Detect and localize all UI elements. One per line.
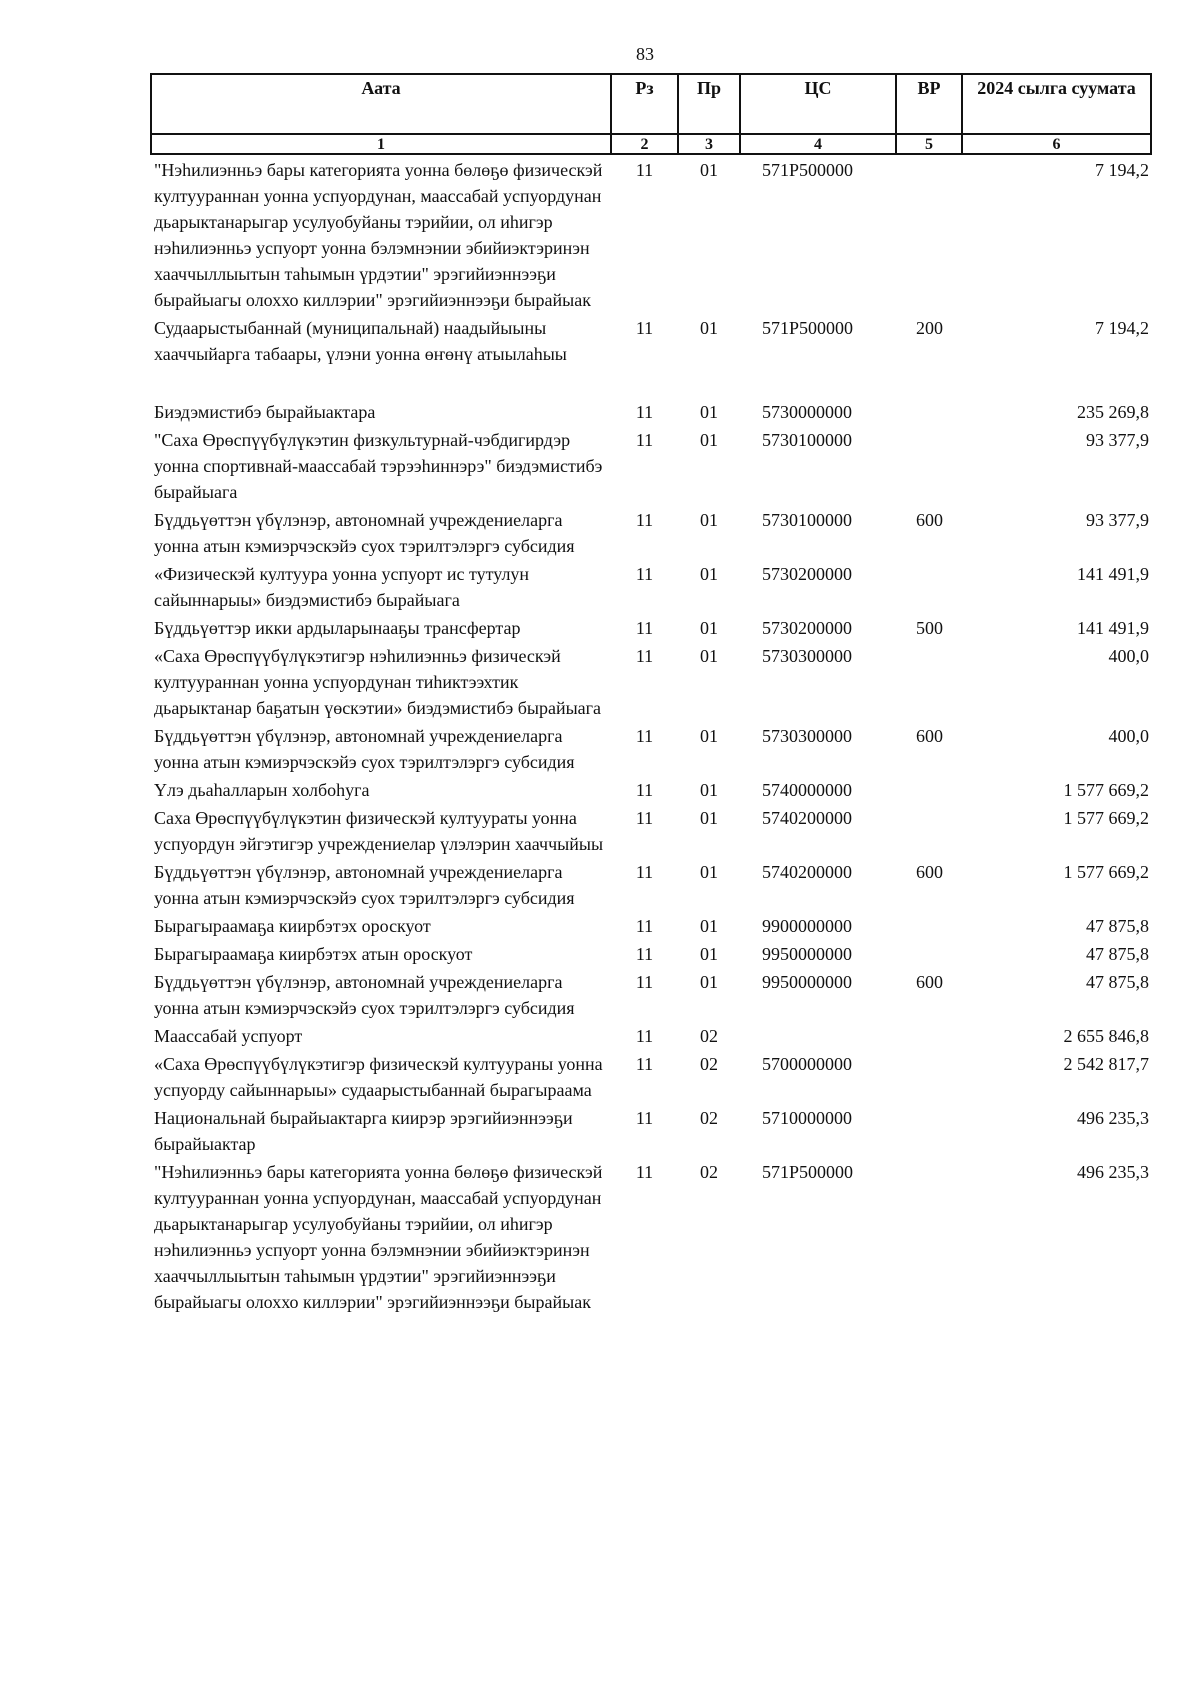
cell-pr: 01 (700, 430, 718, 450)
cell-rz: 11 (635, 862, 654, 882)
header-cs: ЦС (740, 74, 896, 134)
table-row (151, 803, 1151, 857)
column-number-row (151, 134, 1151, 154)
cell-name: Бырагыраамаҕа киирбэтэх ороскуот (154, 916, 431, 936)
cell-name: «Физическэй култуура уонна успуорт ис тутулун сайыннарыы» биэдэмистибэ бырайыага (154, 564, 530, 610)
cell-vr (896, 425, 962, 505)
cell-name: "Нэһилиэнньэ бары категорията уонна бөлөҕө физическэй култуураннан уонна успуордунан, маассабай успуордунан дьарыктанарыгар усулуобуйаны тэрийии, ол иһигэр нэһилиэнньэ успуорт уонна бэлэмнэнии эбийиэктэринэн хааччыллыытын таһымын үрдэтии" эрэгийиэннээҕи бырайыагы олоххо киллэрии" эрэгийиэннээҕи бырайыак (154, 160, 603, 310)
cell-sum: 496 235,3 (1077, 1108, 1149, 1128)
cell-cs: 5700000000 (762, 1054, 852, 1074)
budget-table (150, 73, 1152, 1315)
cell-vr: 500 (916, 618, 943, 638)
cell-vr (896, 641, 962, 721)
cell-vr (896, 154, 962, 313)
cell-cs: 5730300000 (762, 726, 852, 746)
cell-pr: 02 (700, 1026, 718, 1046)
table-row (151, 505, 1151, 559)
cell-pr: 01 (700, 862, 718, 882)
cell-pr: 01 (700, 726, 718, 746)
cell-vr (896, 397, 962, 425)
table-row (151, 313, 1151, 397)
cell-rz: 11 (635, 944, 654, 964)
cell-sum: 93 377,9 (1086, 510, 1149, 530)
cell-pr: 01 (700, 944, 718, 964)
cell-name: "Нэһилиэнньэ бары категорията уонна бөлөҕө физическэй култуураннан уонна успуордунан, маассабай успуордунан дьарыктанарыгар усулуобуйаны тэрийии, ол иһигэр нэһилиэнньэ успуорт уонна бэлэмнэнии эбийиэктэринэн хааччыллыытын таһымын үрдэтии" эрэгийиэннээҕи бырайыагы олоххо киллэрии" эрэгийиэннээҕи бырайыак (154, 1162, 603, 1312)
cell-cs: 571Р500000 (762, 160, 854, 180)
cell-sum: 47 875,8 (1086, 944, 1149, 964)
cell-pr: 01 (700, 916, 718, 936)
cell-rz: 11 (635, 1026, 654, 1046)
cell-name: Үлэ дьаһалларын холбоһуга (154, 780, 370, 800)
table-body (151, 154, 1151, 1315)
table-row (151, 1157, 1151, 1315)
cell-vr (896, 1157, 962, 1315)
cell-vr: 200 (916, 318, 943, 338)
column-number: 5 (896, 134, 962, 154)
cell-pr: 02 (700, 1162, 718, 1182)
cell-name: «Саха Өрөспүүбүлүкэтигэр физическэй култуураны уонна успуорду сайыннарыы» судаарыстыбаннай бырагыраама (154, 1054, 603, 1100)
cell-sum: 400,0 (1108, 726, 1149, 746)
cell-name: Бырагыраамаҕа киирбэтэх атын ороскуот (154, 944, 473, 964)
cell-name: Биэдэмистибэ бырайыактара (154, 402, 376, 422)
cell-cs: 5740000000 (762, 780, 852, 800)
cell-name: Бүддьүөттэр икки ардыларынааҕы трансфертар (154, 618, 521, 638)
cell-sum: 235 269,8 (1077, 402, 1149, 422)
cell-rz: 11 (635, 430, 654, 450)
cell-sum: 2 542 817,7 (1063, 1054, 1149, 1074)
cell-name: Национальнай бырайыактарга киирэр эрэгийиэннээҕи бырайыактар (154, 1108, 573, 1154)
cell-vr (896, 1049, 962, 1103)
cell-cs: 5730100000 (762, 430, 852, 450)
cell-sum: 1 577 669,2 (1063, 780, 1149, 800)
cell-sum: 47 875,8 (1086, 916, 1149, 936)
table-header (151, 74, 1151, 154)
cell-cs: 5730200000 (762, 564, 852, 584)
header-row (151, 74, 1151, 134)
cell-cs: 571Р500000 (762, 1162, 854, 1182)
cell-pr: 02 (700, 1108, 718, 1128)
cell-pr: 01 (700, 160, 718, 180)
cell-vr (896, 803, 962, 857)
column-number: 2 (611, 134, 678, 154)
cell-pr: 02 (700, 1054, 718, 1074)
cell-cs: 9900000000 (762, 916, 852, 936)
cell-rz: 11 (635, 726, 654, 746)
page-number: 83 (636, 44, 654, 64)
cell-sum: 496 235,3 (1077, 1162, 1149, 1182)
table-row (151, 857, 1151, 911)
cell-pr: 01 (700, 564, 718, 584)
cell-cs (740, 1021, 896, 1049)
header-pr: Пр (678, 74, 740, 134)
cell-rz: 11 (635, 402, 654, 422)
column-number: 1 (151, 134, 611, 154)
cell-cs: 9950000000 (762, 972, 852, 992)
cell-rz: 11 (635, 160, 654, 180)
cell-pr: 01 (700, 510, 718, 530)
cell-cs: 5740200000 (762, 808, 852, 828)
cell-cs: 5730300000 (762, 646, 852, 666)
table-row (151, 559, 1151, 613)
table-row (151, 939, 1151, 967)
cell-sum: 1 577 669,2 (1063, 808, 1149, 828)
cell-sum: 7 194,2 (1095, 160, 1149, 180)
cell-name: Бүддьүөттэн үбүлэнэр, автономнай учреждениеларга уонна атын кэмиэрчэскэйэ суох тэрилтэлэргэ субсидия (154, 510, 575, 556)
cell-vr (896, 559, 962, 613)
cell-sum: 47 875,8 (1086, 972, 1149, 992)
table-row (151, 911, 1151, 939)
table-row (151, 613, 1151, 641)
cell-rz: 11 (635, 1162, 654, 1182)
header-name: Аата (151, 74, 611, 134)
table-row (151, 425, 1151, 505)
cell-pr: 01 (700, 618, 718, 638)
cell-name: «Саха Өрөспүүбүлүкэтигэр нэһилиэнньэ физическэй култуураннан уонна успуордунан тиһиктээхтик дьарыктанар баҕатын үөскэтии» биэдэмистибэ бырайыага (154, 646, 602, 718)
cell-rz: 11 (635, 646, 654, 666)
cell-sum: 1 577 669,2 (1063, 862, 1149, 882)
cell-cs: 9950000000 (762, 944, 852, 964)
cell-cs: 5730000000 (762, 402, 852, 422)
cell-sum: 2 655 846,8 (1063, 1026, 1149, 1046)
table-row (151, 397, 1151, 425)
column-number: 4 (740, 134, 896, 154)
cell-vr (896, 911, 962, 939)
cell-sum: 141 491,9 (1077, 618, 1149, 638)
cell-vr (896, 939, 962, 967)
cell-cs: 5730200000 (762, 618, 852, 638)
cell-rz: 11 (635, 510, 654, 530)
cell-sum: 141 491,9 (1077, 564, 1149, 584)
cell-name: Маассабай успуорт (154, 1026, 303, 1046)
cell-name: Бүддьүөттэн үбүлэнэр, автономнай учреждениеларга уонна атын кэмиэрчэскэйэ суох тэрилтэлэргэ субсидия (154, 862, 575, 908)
cell-vr: 600 (916, 862, 943, 882)
cell-rz: 11 (635, 808, 654, 828)
cell-vr (896, 1103, 962, 1157)
cell-cs: 5740200000 (762, 862, 852, 882)
cell-vr: 600 (916, 510, 943, 530)
cell-name: Саха Өрөспүүбүлүкэтин физическэй култуураты уонна успуордун эйгэтигэр учреждениелар үлэлэрин хааччыйыы (154, 808, 604, 854)
cell-sum: 400,0 (1108, 646, 1149, 666)
cell-rz: 11 (635, 618, 654, 638)
table-row (151, 967, 1151, 1021)
header-rz: Рз (611, 74, 678, 134)
cell-pr: 01 (700, 646, 718, 666)
cell-rz: 11 (635, 318, 654, 338)
table-row (151, 721, 1151, 775)
cell-rz: 11 (635, 1054, 654, 1074)
cell-rz: 11 (635, 972, 654, 992)
cell-rz: 11 (635, 916, 654, 936)
cell-pr: 01 (700, 318, 718, 338)
column-number: 3 (678, 134, 740, 154)
cell-vr (896, 775, 962, 803)
table-row (151, 1021, 1151, 1049)
table-row (151, 1049, 1151, 1103)
cell-pr: 01 (700, 780, 718, 800)
cell-cs: 5710000000 (762, 1108, 852, 1128)
header-sum: 2024 сылга суумата (962, 74, 1151, 134)
cell-name: "Саха Өрөспүүбүлүкэтин физкультурнай-чэбдигирдэр уонна спортивнай-маассабай тэрээһиннэрэ" биэдэмистибэ бырайыага (154, 430, 603, 502)
table-row (151, 154, 1151, 313)
cell-vr (896, 1021, 962, 1049)
cell-pr: 01 (700, 402, 718, 422)
cell-sum: 93 377,9 (1086, 430, 1149, 450)
cell-cs: 571Р500000 (762, 318, 854, 338)
cell-vr: 600 (916, 726, 943, 746)
cell-rz: 11 (635, 564, 654, 584)
cell-vr: 600 (916, 972, 943, 992)
cell-name: Бүддьүөттэн үбүлэнэр, автономнай учреждениеларга уонна атын кэмиэрчэскэйэ суох тэрилтэлэргэ субсидия (154, 726, 575, 772)
table-row (151, 641, 1151, 721)
table-row (151, 775, 1151, 803)
cell-pr: 01 (700, 972, 718, 992)
cell-name: Судаарыстыбаннай (муниципальнай) наадыйыыны хааччыйарга табаары, үлэни уонна өҥөнү атыылаһыы (154, 318, 567, 364)
column-number: 6 (962, 134, 1151, 154)
cell-pr: 01 (700, 808, 718, 828)
header-vr: ВР (896, 74, 962, 134)
cell-name: Бүддьүөттэн үбүлэнэр, автономнай учреждениеларга уонна атын кэмиэрчэскэйэ суох тэрилтэлэргэ субсидия (154, 972, 575, 1018)
cell-cs: 5730100000 (762, 510, 852, 530)
table-row (151, 1103, 1151, 1157)
cell-rz: 11 (635, 1108, 654, 1128)
cell-sum: 7 194,2 (1095, 318, 1149, 338)
cell-rz: 11 (635, 780, 654, 800)
